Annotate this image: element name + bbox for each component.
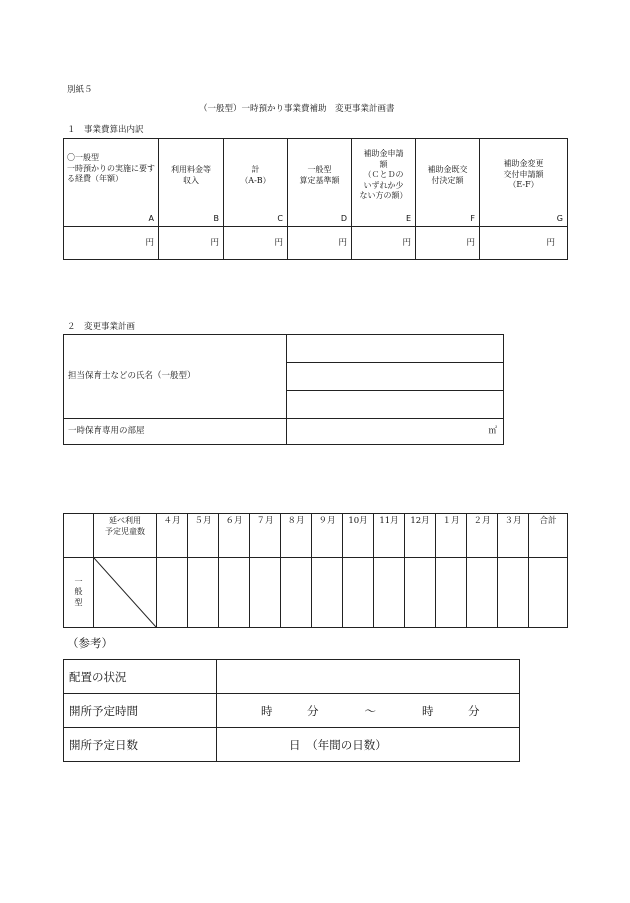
amount-f	[416, 227, 480, 260]
month-label: 11月	[379, 516, 399, 526]
col-c-letter: C	[277, 214, 283, 223]
room-area-field[interactable]	[287, 419, 504, 445]
month-header	[312, 514, 343, 558]
total-label: 合計	[539, 516, 557, 526]
month-header	[405, 514, 436, 558]
month-header	[343, 514, 374, 558]
month-header	[374, 514, 405, 558]
col-b-header	[159, 139, 224, 227]
col-b-label: 利用料金等 収入	[171, 165, 211, 185]
days-field[interactable]	[217, 728, 520, 762]
room-label-cell	[64, 419, 287, 445]
month-label: ５月	[194, 516, 212, 526]
col-d-header	[288, 139, 352, 227]
yen-unit: 円	[402, 237, 411, 248]
col-g-letter: G	[556, 214, 563, 223]
amount-g	[480, 227, 568, 260]
placement-label-cell	[64, 660, 217, 694]
staff-name-field-2[interactable]	[287, 363, 504, 391]
placement-label: 配置の状況	[69, 669, 127, 684]
amount-b	[159, 227, 224, 260]
month-label: 10月	[348, 516, 368, 526]
doc-label: 別紙５	[67, 85, 93, 95]
col-c-header	[224, 139, 288, 227]
section2-heading: ２ 変更事業計画	[67, 322, 136, 332]
month-header	[436, 514, 467, 558]
cost-breakdown-table	[63, 138, 568, 260]
month-input[interactable]	[281, 558, 312, 628]
month-label: ９月	[318, 516, 336, 526]
month-label: ７月	[256, 516, 274, 526]
yen-unit: 円	[546, 237, 555, 248]
month-input[interactable]	[312, 558, 343, 628]
month-label: ４月	[163, 516, 181, 526]
month-label: 12月	[410, 516, 430, 526]
diagonal-cell	[94, 558, 157, 628]
month-input[interactable]	[436, 558, 467, 628]
usage-header	[94, 514, 157, 558]
col-e-header	[352, 139, 416, 227]
opening-hours-value: 時 分 ～ 時 分	[261, 703, 480, 718]
total-input[interactable]	[529, 558, 568, 628]
month-header	[281, 514, 312, 558]
amount-c	[224, 227, 288, 260]
month-input[interactable]	[374, 558, 405, 628]
month-label: １月	[442, 516, 460, 526]
reference-heading: （参考）	[67, 636, 113, 650]
corner-cell	[64, 514, 94, 558]
col-f-label: 補助金既交 付決定額	[427, 165, 468, 185]
reference-table	[63, 659, 520, 762]
col-f-header	[416, 139, 480, 227]
month-header	[188, 514, 219, 558]
col-d-label: 一般型 算定基準額	[299, 165, 340, 185]
month-input[interactable]	[157, 558, 188, 628]
col-c-label: 計 （A-B）	[240, 165, 271, 185]
month-input[interactable]	[467, 558, 498, 628]
month-input[interactable]	[219, 558, 250, 628]
month-header	[498, 514, 529, 558]
row-label-general	[64, 558, 94, 628]
staff-name-label-cell	[64, 335, 287, 419]
month-input[interactable]	[498, 558, 529, 628]
col-b-letter: B	[213, 214, 219, 223]
yen-unit: 円	[338, 237, 347, 248]
month-header	[467, 514, 498, 558]
month-header	[250, 514, 281, 558]
month-input[interactable]	[405, 558, 436, 628]
yen-unit: 円	[210, 237, 219, 248]
opening-days-label: 開所予定日数	[69, 737, 138, 752]
hours-label-cell	[64, 694, 217, 728]
amount-e	[352, 227, 416, 260]
total-header	[529, 514, 568, 558]
hours-field[interactable]	[217, 694, 520, 728]
amount-a	[64, 227, 159, 260]
month-label: ６月	[225, 516, 243, 526]
month-label: ２月	[473, 516, 491, 526]
diagonal-line	[94, 558, 156, 627]
opening-days-value: 日 （年間の日数）	[289, 737, 387, 752]
days-label-cell	[64, 728, 217, 762]
usage-header-label: 延べ利用 予定児童数	[105, 516, 145, 536]
yen-unit: 円	[274, 237, 283, 248]
opening-hours-label: 開所予定時間	[69, 703, 138, 718]
staff-name-field-3[interactable]	[287, 391, 504, 419]
month-header	[157, 514, 188, 558]
monthly-usage-table	[63, 513, 568, 628]
col-a-label: 〇一般型 一時預かりの実施に要する経費（年額）	[67, 153, 155, 183]
square-meter-unit: ㎡	[488, 426, 497, 437]
col-g-header	[480, 139, 568, 227]
col-d-letter: D	[340, 214, 347, 223]
month-header	[219, 514, 250, 558]
col-e-letter: E	[405, 214, 411, 223]
placement-field[interactable]	[217, 660, 520, 694]
staff-name-label: 担当保育士などの氏名（一般型）	[68, 371, 196, 382]
col-a-letter: A	[148, 214, 154, 223]
yen-unit: 円	[145, 237, 154, 248]
amount-d	[288, 227, 352, 260]
change-plan-table	[63, 334, 504, 445]
yen-unit: 円	[466, 237, 475, 248]
month-input[interactable]	[343, 558, 374, 628]
month-label: ８月	[287, 516, 305, 526]
section1-heading: １ 事業費算出内訳	[67, 125, 144, 135]
general-type-label: 一 般 型	[74, 576, 83, 607]
col-g-label: 補助金変更 交付申請額 （E-F）	[503, 159, 544, 189]
staff-name-field-1[interactable]	[287, 335, 504, 363]
month-input[interactable]	[250, 558, 281, 628]
document-title: （一般型）一時預かり事業費補助 変更事業計画書	[199, 104, 395, 114]
col-e-label: 補助金申請 額 （ＣとＤの いずれか少 ない方の額）	[359, 149, 408, 200]
month-label: ３月	[504, 516, 522, 526]
col-f-letter: F	[470, 214, 475, 223]
col-a-header	[64, 139, 159, 227]
room-label: 一時保育専用の部屋	[68, 426, 145, 437]
month-input[interactable]	[188, 558, 219, 628]
